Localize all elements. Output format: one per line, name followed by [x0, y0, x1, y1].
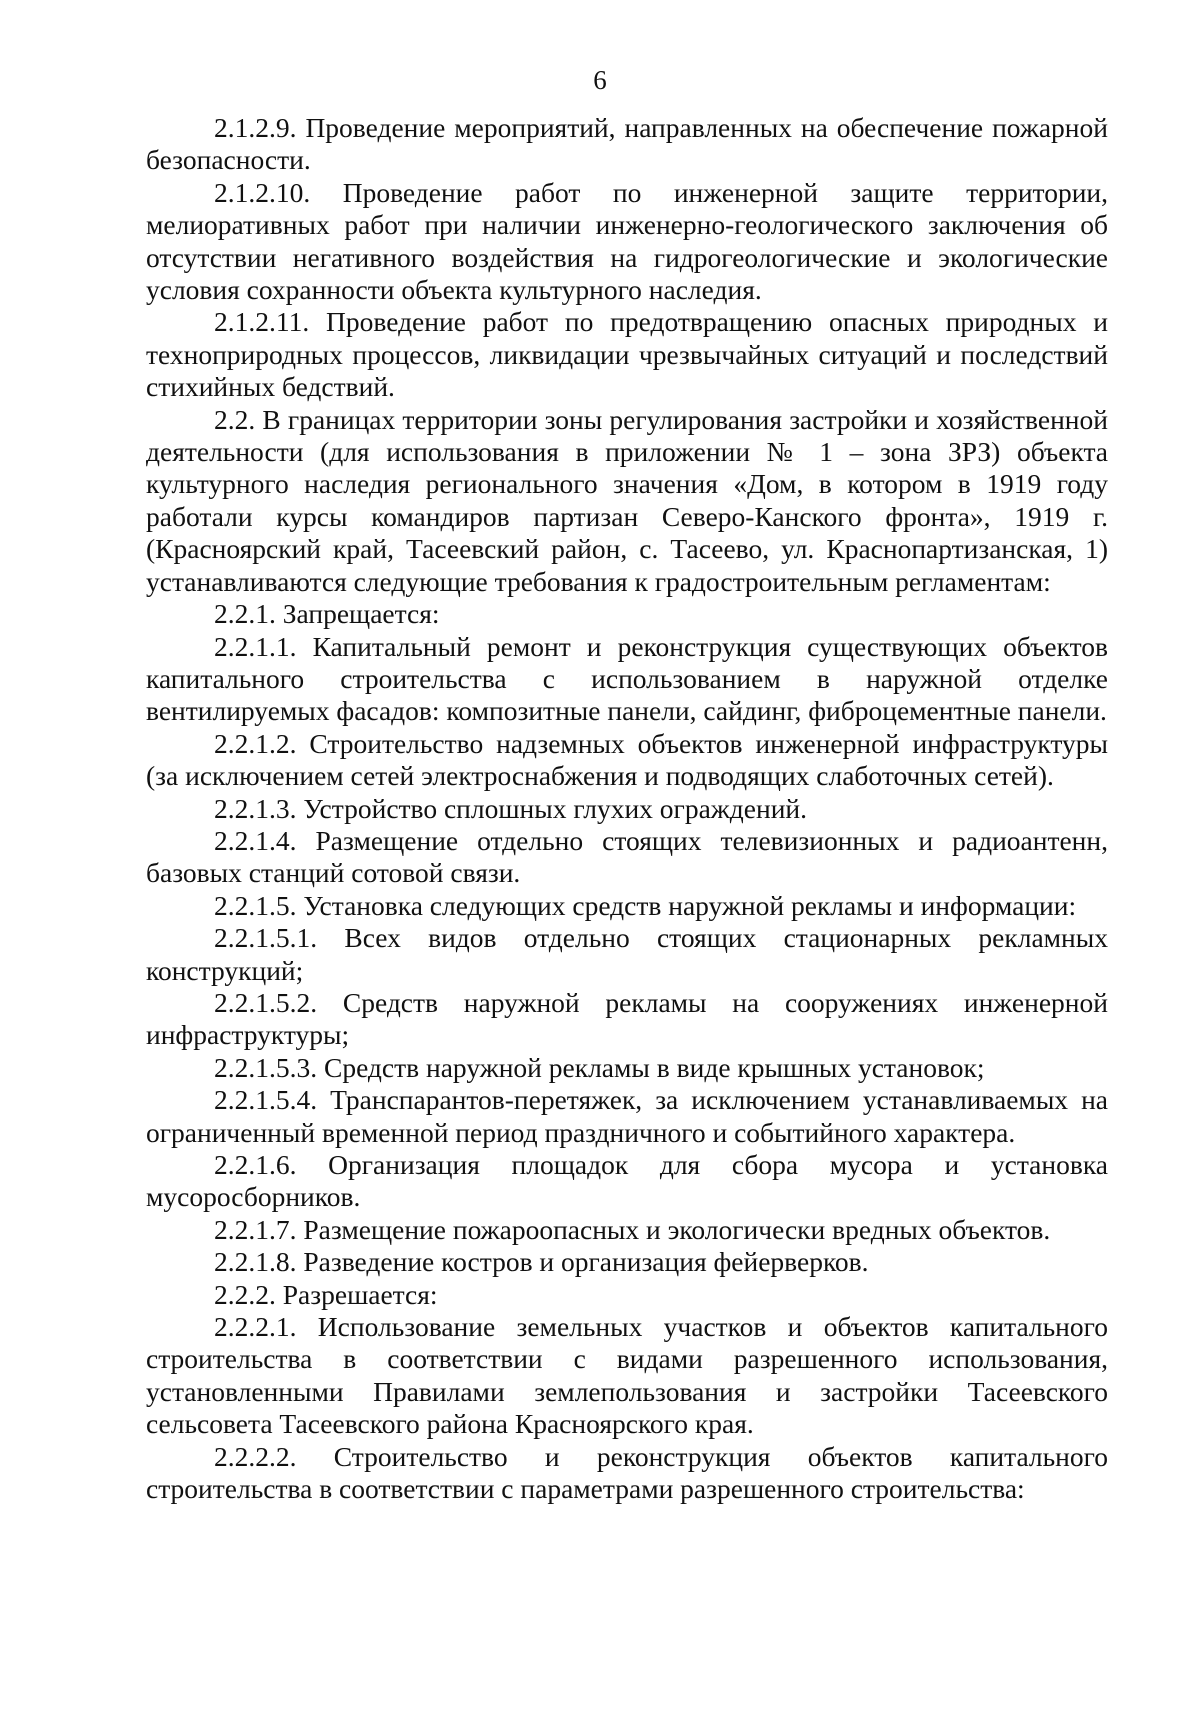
paragraph-2-1-2-9: 2.1.2.9. Проведение мероприятий, направленных на обеспечение пожарной безопасности.	[146, 112, 1108, 176]
paragraph-2-2-1-7: 2.2.1.7. Размещение пожароопасных и экологически вредных объектов.	[214, 1213, 1051, 1245]
paragraph-2-2-2-1: 2.2.2.1. Использование земельных участков и объектов капитального строительства в соответствии с видами разрешенного использования, установленными Правилами землепользования и застройки Тасеевского сельсовета Тасеевского района Красноярского края.	[146, 1311, 1108, 1440]
page-number: 6	[593, 65, 607, 95]
paragraph-2-2-2-2: 2.2.2.2. Строительство и реконструкция объектов капитального строительства в соответствии с параметрами разрешенного строительства:	[146, 1440, 1108, 1505]
paragraph-2-2-1-1: 2.2.1.1. Капитальный ремонт и реконструкция существующих объектов капитального строительства с использованием в наружной отделке вентилируемых фасадов: композитные панели, сайдинг, фиброцементные панели.	[146, 630, 1108, 727]
paragraph-2-2-1: 2.2.1. Запрещается:	[214, 598, 440, 630]
paragraph-2-2-1-8: 2.2.1.8. Разведение костров и организация фейерверков.	[214, 1246, 869, 1278]
paragraph-2-2-1-4: 2.2.1.4. Размещение отдельно стоящих телевизионных и радиоантенн, базовых станций сотовой связи.	[146, 824, 1108, 889]
paragraph-2-1-2-10: 2.1.2.10. Проведение работ по инженерной защите территории, мелиоративных работ при наличии инженерно-геологического заключения об отсутствии негативного воздействия на гидрогеологические и экологические условия сохранности объекта культурного наследия.	[146, 176, 1108, 306]
paragraph-2-2-2: 2.2.2. Разрешается:	[214, 1278, 438, 1310]
paragraph-2-2-1-2: 2.2.1.2. Строительство надземных объектов инженерной инфраструктуры (за исключением сетей электроснабжения и подводящих слаботочных сетей).	[146, 727, 1108, 792]
paragraph-2-2-1-5-3: 2.2.1.5.3. Средств наружной рекламы в виде крышных установок;	[214, 1051, 985, 1083]
paragraph-2-2-1-5-1: 2.2.1.5.1. Всех видов отдельно стоящих стационарных рекламных конструкций;	[146, 922, 1108, 986]
document-body	[146, 112, 1108, 1505]
paragraph-2-2: 2.2. В границах территории зоны регулирования застройки и хозяйственной деятельности (для использования в приложении № 1 – зона ЗРЗ) объекта культурного наследия регионального значения «Дом, в котором в 1919 году работали курсы командиров партизан Северо-Канского фронта», 1919 г. (Красноярский край, Тасеевский район, с. Тасеево, ул. Краснопартизанская, 1) устанавливаются следующие требования к градостроительным регламентам:	[146, 403, 1108, 597]
paragraph-2-2-1-6: 2.2.1.6. Организация площадок для сбора мусора и установка мусоросборников.	[146, 1149, 1108, 1213]
paragraph-2-1-2-11: 2.1.2.11. Проведение работ по предотвращению опасных природных и техноприродных процессов, ликвидации чрезвычайных ситуаций и последствий стихийных бедствий.	[146, 306, 1108, 403]
paragraph-2-2-1-5: 2.2.1.5. Установка следующих средств наружной рекламы и информации:	[214, 889, 1077, 921]
paragraph-2-2-1-5-2: 2.2.1.5.2. Средств наружной рекламы на сооружениях инженерной инфраструктуры;	[146, 986, 1108, 1051]
paragraph-2-2-1-5-4: 2.2.1.5.4. Транспарантов-перетяжек, за исключением устанавливаемых на ограниченный временной период праздничного и событийного характера.	[146, 1084, 1108, 1148]
paragraph-2-2-1-3: 2.2.1.3. Устройство сплошных глухих ограждений.	[214, 792, 808, 824]
